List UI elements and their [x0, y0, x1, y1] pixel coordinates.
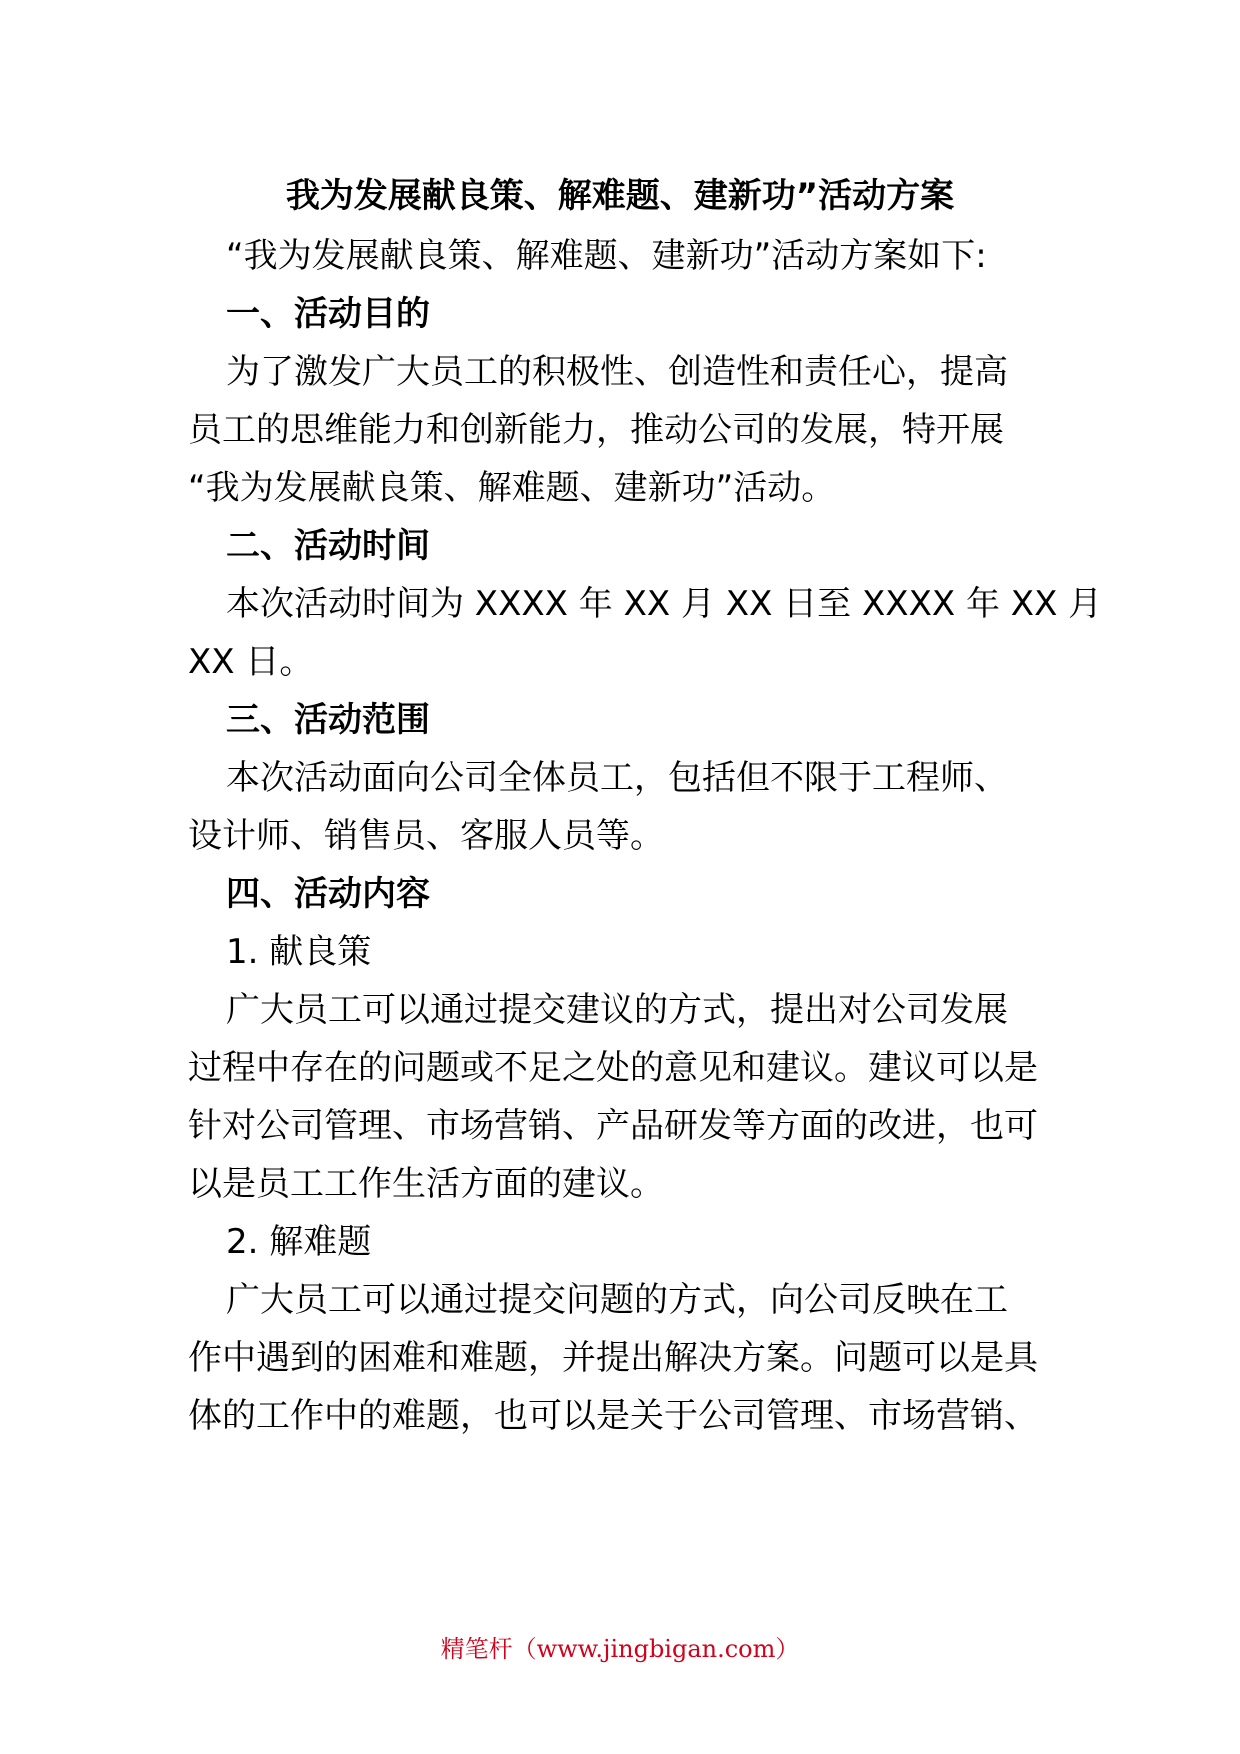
suggestions-text-line: 过程中存在的问题或不足之处的意见和建议。建议可以是: [188, 1048, 1038, 1088]
document-title: 我为发展献良策、解难题、建新功”活动方案: [285, 176, 955, 216]
section-heading-time: 二、活动时间: [226, 526, 430, 566]
footer-watermark-text: 精笔杆（www.jingbigan.com）: [440, 1635, 800, 1663]
section-heading-scope: 三、活动范围: [226, 700, 430, 740]
purpose-text-line: “我为发展献良策、解难题、建新功”活动。: [188, 468, 836, 508]
intro-paragraph: “我为发展献良策、解难题、建新功”活动方案如下:: [226, 236, 987, 276]
scope-text-line: 设计师、销售员、客服人员等。: [188, 816, 664, 856]
time-text-line: XX 日。: [188, 642, 314, 682]
suggestions-text-line: 广大员工可以通过提交建议的方式，提出对公司发展: [226, 990, 1008, 1030]
section-heading-purpose: 一、活动目的: [226, 294, 430, 334]
subsection-heading-suggestions: 1. 献良策: [226, 932, 372, 972]
problems-text-line: 广大员工可以通过提交问题的方式，向公司反映在工: [226, 1280, 1008, 1320]
suggestions-text-line: 针对公司管理、市场营销、产品研发等方面的改进，也可: [188, 1106, 1038, 1146]
suggestions-text-line: 以是员工工作生活方面的建议。: [188, 1164, 664, 1204]
section-heading-content: 四、活动内容: [226, 874, 430, 914]
time-text-line: 本次活动时间为 XXXX 年 XX 月 XX 日至 XXXX 年 XX 月: [226, 584, 1103, 624]
subsection-heading-problems: 2. 解难题: [226, 1222, 372, 1262]
purpose-text-line: 员工的思维能力和创新能力，推动公司的发展，特开展: [188, 410, 1004, 450]
scope-text-line: 本次活动面向公司全体员工，包括但不限于工程师、: [226, 758, 1008, 798]
purpose-text-line: 为了激发广大员工的积极性、创造性和责任心，提高: [226, 352, 1008, 392]
problems-text-line: 体的工作中的难题，也可以是关于公司管理、市场营销、: [188, 1396, 1038, 1436]
problems-text-line: 作中遇到的困难和难题，并提出解决方案。问题可以是具: [188, 1338, 1038, 1378]
